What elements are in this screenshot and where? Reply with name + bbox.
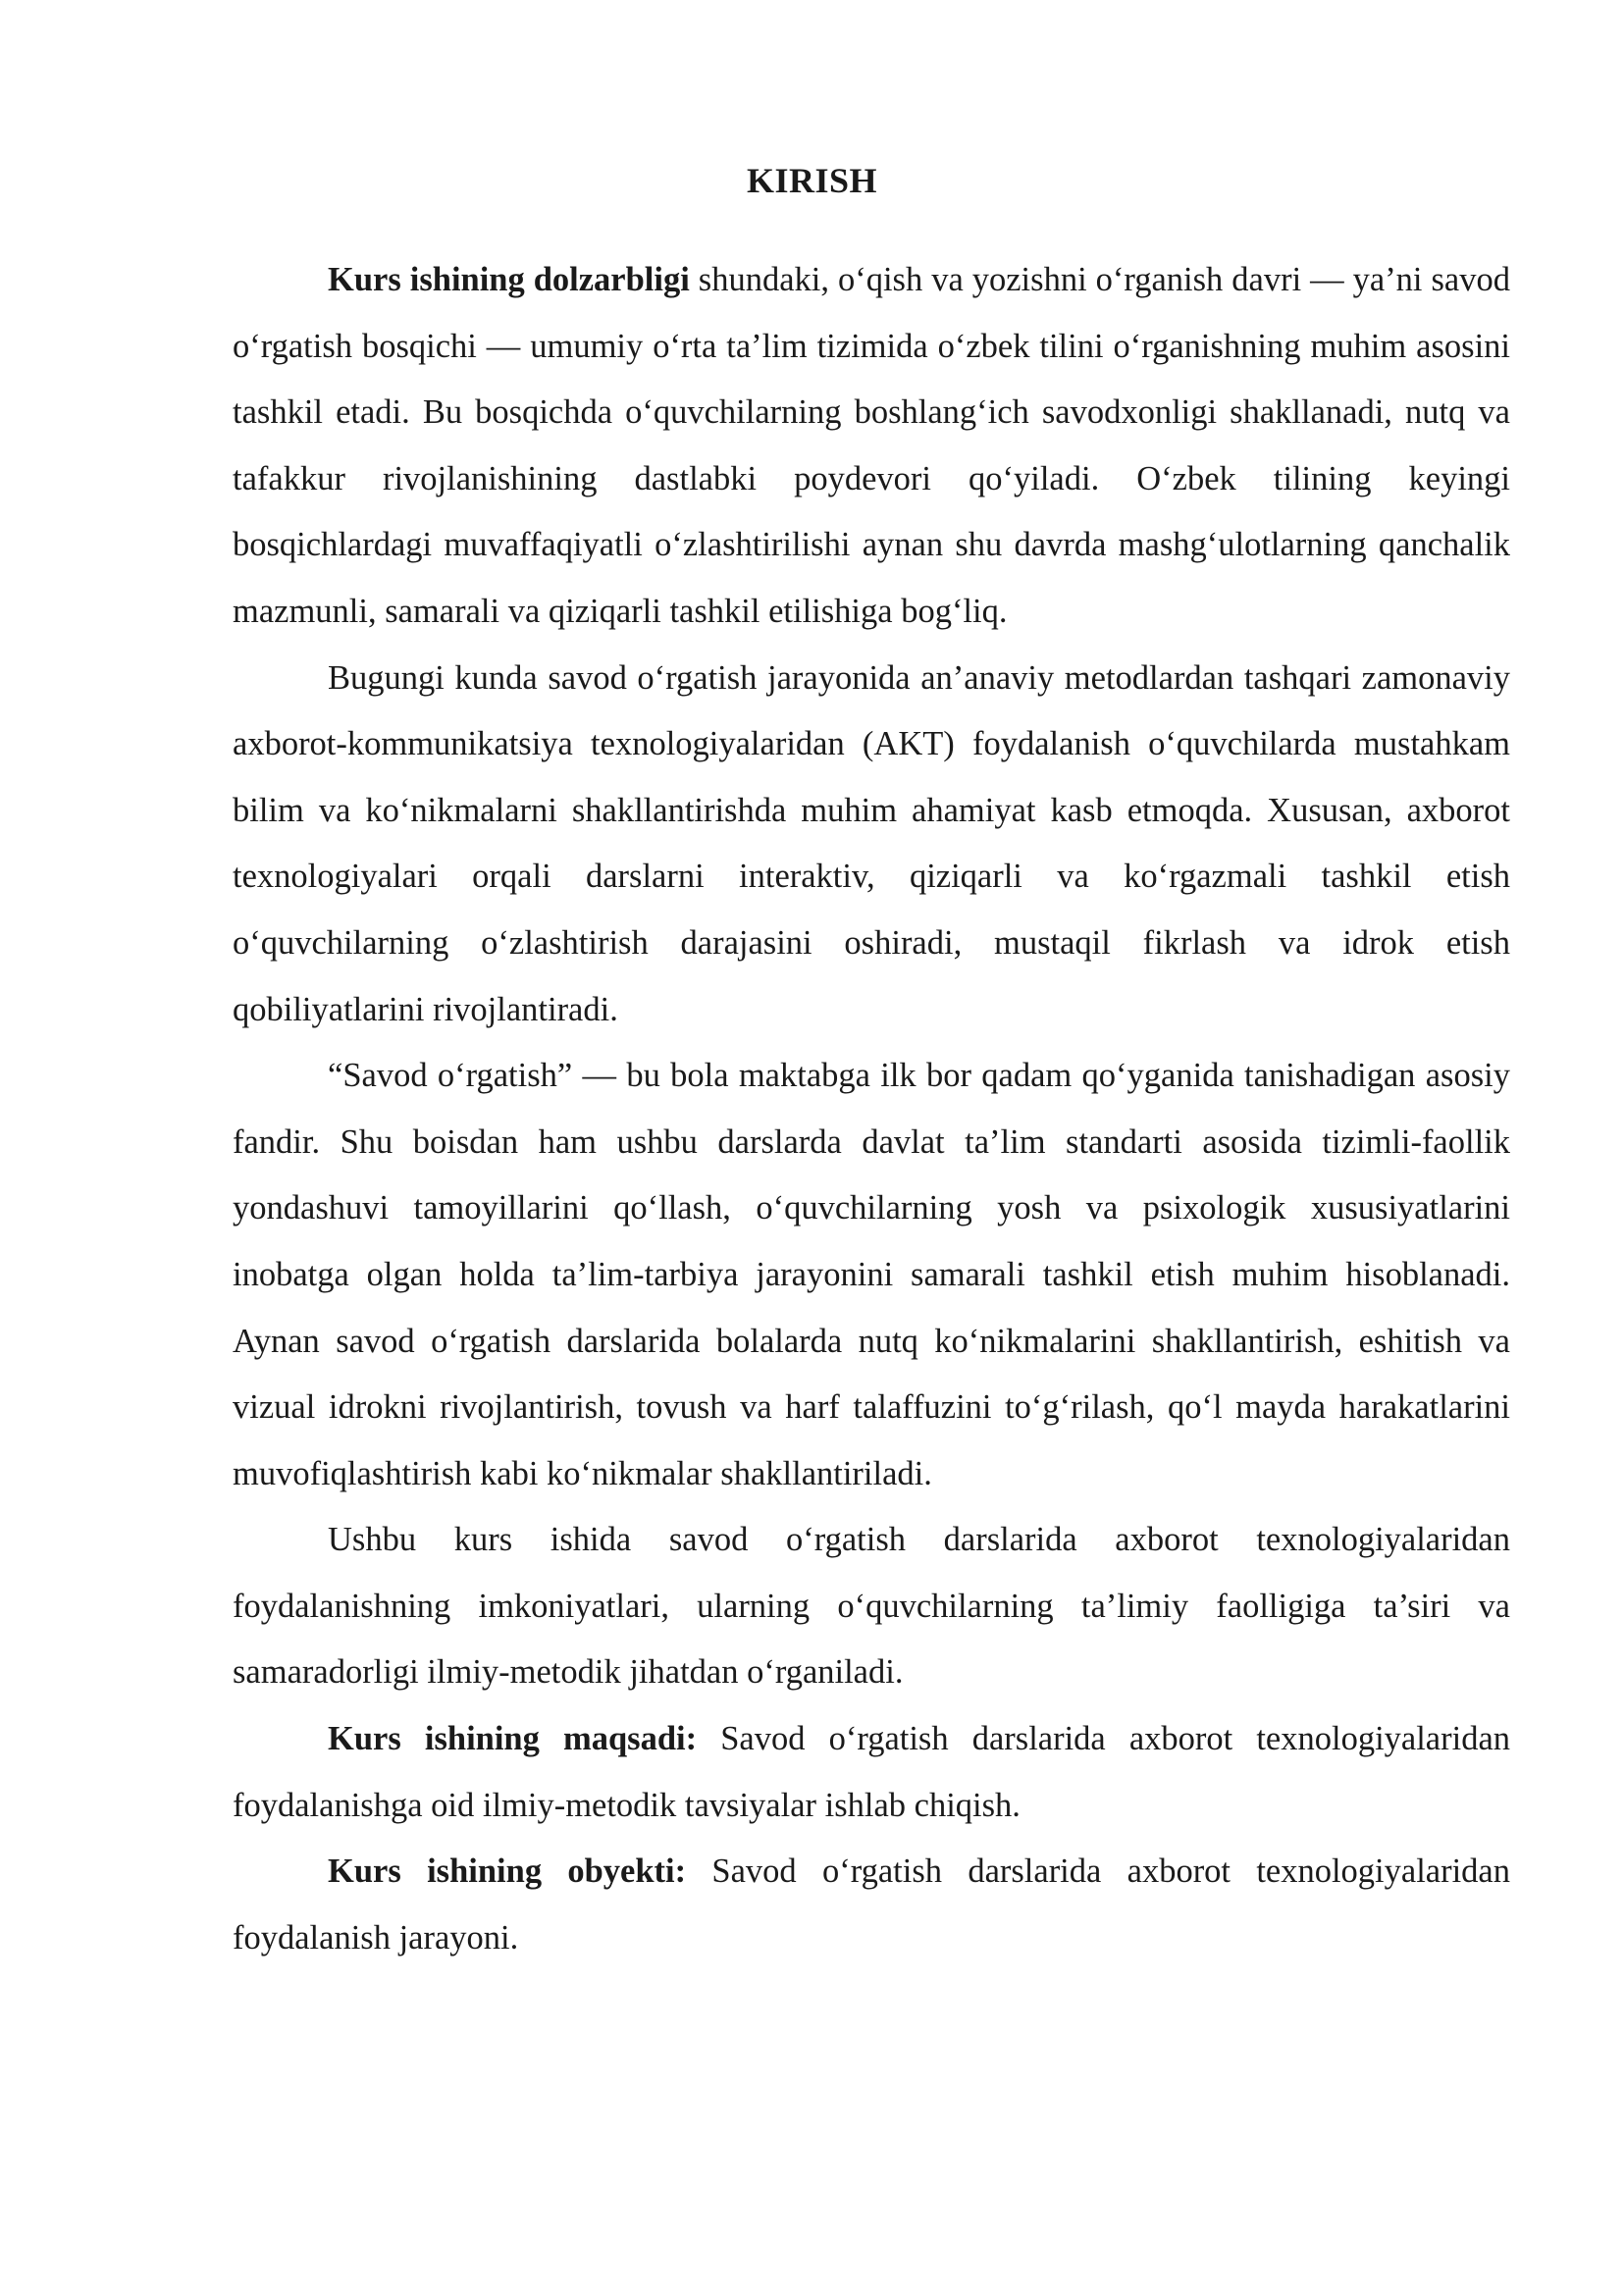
paragraph-ict-importance xyxy=(233,646,1510,1044)
paragraph-text: shundaki, o‘qish va yozishni o‘rganish davri — ya’ni savod o‘rgatish bosqichi — umumiy o‘rta ta’lim tizimida o‘zbek tilini o‘rganishning muhim asosini tashkil etadi. Bu bosqichda o‘quvchilarning boshlang‘ich savodxonligi shakllanadi, nutq va tafakkur rivojlanishining dastlabki poydevori qo‘yiladi. O‘zbek tilining keyingi bosqichlardagi muvaffaqiyatli o‘zlashtirilishi aynan shu davrda mashg‘ulotlarning qanchalik mazmunli, samarali va qiziqarli tashkil etilishiga bog‘liq. xyxy=(233,261,1510,630)
paragraph-lead: Kurs ishining maqsadi: xyxy=(328,1720,698,1758)
paragraph-literacy-subject xyxy=(233,1043,1510,1507)
paragraph-text: Bugungi kunda savod o‘rgatish jarayonida an’anaviy metodlardan tashqari zamonaviy axborot-kommunikatsiya texnologiyalaridan (AKT) foydalanish o‘quvchilarda mustahkam bilim va ko‘nikmalarni shakllantirishda muhim ahamiyat kasb etmoqda. Xususan, axborot texnologiyalari orqali darslarni interaktiv, qiziqarli va ko‘rgazmali tashkil etish o‘quvchilarning o‘zlashtirish darajasini oshiradi, mustaqil fikrlash va idrok etish qobiliyatlarini rivojlantiradi. xyxy=(233,658,1510,1028)
document-body xyxy=(233,247,1510,1971)
paragraph-object xyxy=(233,1839,1510,1971)
paragraph-goal xyxy=(233,1706,1510,1839)
paragraph-lead: Kurs ishining obyekti: xyxy=(328,1852,687,1891)
page-title: KIRISH xyxy=(746,161,878,200)
paragraph-text: Ushbu kurs ishida savod o‘rgatish darslarida axborot texnologiyalaridan foydalanishning imkoniyatlari, ularning o‘quvchilarning ta’limiy faolligiga ta’siri va samaradorligi ilmiy-metodik jihatdan o‘rganiladi. xyxy=(233,1521,1510,1692)
paragraph-text: Savod o‘rgatish darslarida axborot texnologiyalaridan foydalanish jarayoni. xyxy=(233,1852,1510,1957)
paragraph-study-scope xyxy=(233,1507,1510,1706)
paragraph-text: Savod o‘rgatish darslarida axborot texnologiyalaridan foydalanishga oid ilmiy-metodik tavsiyalar ishlab chiqish. xyxy=(233,1720,1511,1824)
paragraph-text: “Savod o‘rgatish” — bu bola maktabga ilk bor qadam qo‘yganida tanishadigan asosiy fandir. Shu boisdan ham ushbu darslarda davlat ta’lim standarti asosida tizimli-faollik yondashuvi tamoyillarini qo‘llash, o‘quvchilarning yosh va psixologik xususiyatlarini inobatga olgan holda ta’lim-tarbiya jarayonini samarali tashkil etish muhim hisoblanadi. Aynan savod o‘rgatish darslarida bolalarda nutq ko‘nikmalarini shakllantirish, eshitish va vizual idrokni rivojlantirish, tovush va harf talaffuzini to‘g‘rilash, qo‘l mayda harakatlarini muvofiqlashtirish kabi ko‘nikmalar shakllantiriladi. xyxy=(233,1057,1510,1492)
paragraph-relevance xyxy=(233,247,1510,646)
paragraph-lead: Kurs ishining dolzarbligi xyxy=(328,261,690,298)
